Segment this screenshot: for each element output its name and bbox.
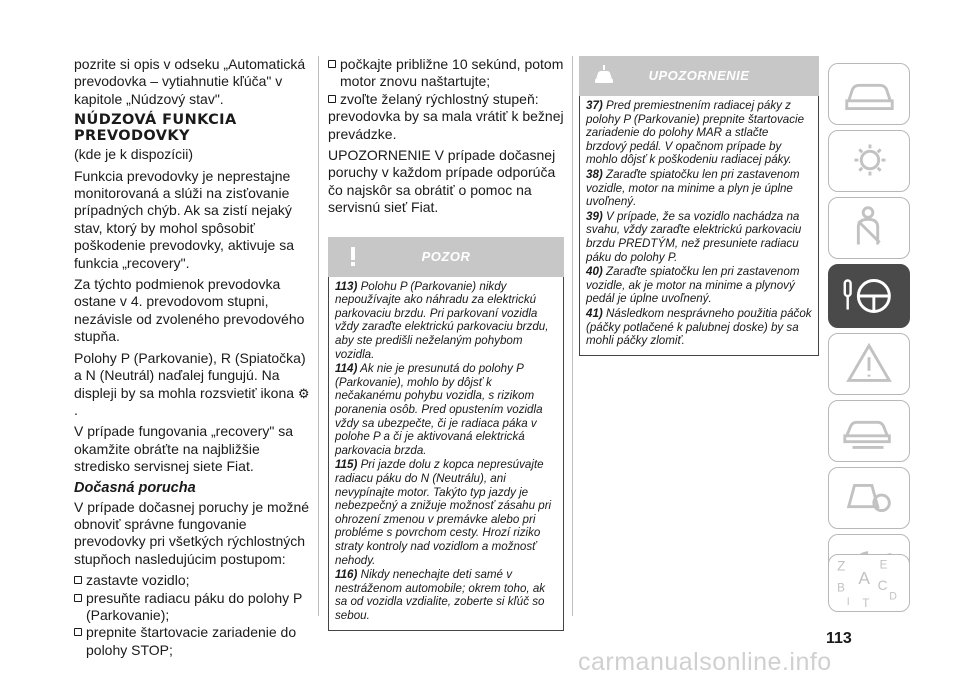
- column-1: [74, 56, 310, 659]
- page-number: 113: [826, 630, 852, 647]
- list-item: počkajte približne 10 sekúnd, potom motor znovu naštartujte;: [328, 56, 564, 91]
- note-text: Zaraďte spiatočku len pri zastavenom vozidle, ak je motor na minime a plynový pedál je úplne uvoľnený.: [586, 265, 800, 306]
- note-number: 39): [586, 209, 603, 223]
- column-divider: [318, 56, 319, 616]
- checkbox-bullet-icon: [74, 628, 82, 636]
- index-letter: B: [837, 582, 845, 595]
- section-subheading: (kde je k dispozícii): [74, 146, 194, 163]
- note-text: Pred premiestnením radiacej páky z polohy P (Parkovanie) prepnite štartovacie zariadenie do polohy MAR a stlačte brzdový pedál. V opačnom prípade by mohlo dôjsť k poškodeniu radiacej páky.: [586, 99, 805, 167]
- checkbox-bullet-icon: [74, 576, 82, 584]
- checkbox-bullet-icon: [328, 60, 336, 68]
- alphabetical-index-icon: [829, 555, 909, 611]
- note-number: 116): [335, 568, 358, 582]
- safety-note: [335, 362, 557, 457]
- safety-note: [586, 307, 812, 348]
- car-lift-wrench-icon: [829, 401, 909, 461]
- note-text: Následkom nesprávneho použitia páčok (páčky potlačené k palubnej doske) by sa mohli páčky zlomiť.: [586, 306, 812, 348]
- list-item: zvoľte želaný rýchlostný stupeň:: [328, 91, 564, 108]
- safety-note: [586, 265, 812, 306]
- seat-belt-person-icon: [829, 198, 909, 258]
- paragraph: prevodovka by sa mala vrátiť k bežnej prevádzke.: [328, 108, 564, 142]
- watermark: carmanualsonline.info: [578, 648, 832, 676]
- safety-note: [335, 458, 557, 567]
- caution-notes: [579, 96, 819, 356]
- note-number: 38): [586, 167, 603, 181]
- checkbox-bullet-icon: [328, 95, 336, 103]
- column-3: [579, 56, 819, 356]
- safety-note: [586, 168, 812, 209]
- safety-note: [335, 280, 557, 362]
- warning-notes: [328, 277, 564, 631]
- car-icon: [829, 64, 909, 124]
- tab-instrument-panel[interactable]: [828, 130, 910, 192]
- column-divider: [572, 56, 573, 616]
- note-text: Polohu P (Parkovanie) nikdy nepoužívajte ako náhradu za elektrickú parkovaciu brzdu. Pri parkovaní vozidla vždy zaraďte elektrickú parkovaciu brzdu, aby ste predišli neželaným pohybom vozidla.: [335, 279, 549, 361]
- column-2: [328, 56, 564, 631]
- subsection-heading: Dočasná porucha: [74, 479, 196, 496]
- note-number: 37): [586, 99, 603, 112]
- caution-banner: [579, 56, 819, 96]
- list-item: presuňte radiacu páku do polohy P (Parkovanie);: [74, 590, 310, 625]
- tab-safety[interactable]: [828, 197, 910, 259]
- car-tools-icon: [829, 468, 909, 528]
- paragraph: UPOZORNENIE V prípade dočasnej poruchy v každom prípade odporúča čo najskôr sa obrátiť o pomoc na servisnú sieť Fiat.: [328, 147, 556, 216]
- dashboard-lights-icon: [829, 131, 909, 191]
- tab-maintenance[interactable]: [828, 400, 910, 462]
- paragraph: V prípade fungovania „recovery" sa okamžite obráťte na najbližšie stredisko servisnej siete Fiat.: [74, 423, 293, 475]
- note-text: V prípade, že sa vozidlo nachádza na svahu, vždy zaraďte elektrickú parkovaciu brzdu PREDTÝM, než presuniete radiacu páku do polohy P.: [586, 209, 802, 264]
- safety-note: [586, 210, 812, 264]
- paragraph: Funkcia prevodovky je neprestajne monitorovaná a slúži na zisťovanie prípadných chýb. Ak sa zistí nejaký stav, ktorý by mohol spôsobiť poškodenie prevodovky, aktivuje sa funkcia „recovery".: [74, 167, 294, 271]
- gear-warning-icon: ⚙: [297, 385, 310, 401]
- warning-triangle-icon: [829, 334, 909, 394]
- note-text: Ak nie je presunutá do polohy P (Parkovanie), mohlo by dôjsť k nečakanému pohybu vozidla, s rizikom poranenia osôb. Pred opustením vozidla vždy sa ubezpečte, či je radiaca páka v polohe P a či je aktivovaná elektrická parkovacia brzda.: [335, 362, 543, 457]
- index-letter: D: [889, 590, 897, 603]
- index-letter: I: [846, 596, 850, 609]
- warning-banner: [328, 237, 564, 277]
- index-letter: E: [879, 559, 888, 572]
- warning-title: POZOR: [421, 248, 471, 264]
- note-text: Nikdy nenechajte deti samé v nestráženom automobile; okrem toho, ak sa od vozidla vzdialite, zoberte si kľúč so sebou.: [335, 568, 546, 622]
- index-letter: A: [858, 567, 870, 588]
- paragraph: Polohy P (Parkovanie), R (Spiatočka) a N (Neutrál) naďalej fungujú. Na displeji by sa mohla rozsvietiť ikona ⚙.: [74, 349, 310, 418]
- index-letter: C: [877, 577, 888, 593]
- safety-note: [335, 568, 557, 622]
- note-number: 41): [586, 306, 603, 320]
- section-heading: NÚDZOVÁ FUNKCIA PREVODOVKY: [74, 112, 237, 145]
- tab-starting-and-driving[interactable]: [828, 264, 910, 328]
- paragraph: Za týchto podmienok prevodovka ostane v 4. prevodovom stupni, nezávisle od zvoleného prevodového stupňa.: [74, 276, 305, 345]
- list-item: prepnite štartovacie zariadenie do polohy STOP;: [74, 624, 310, 659]
- intro-text: pozrite si opis v odseku „Automatická prevodovka – vytiahnutie kľúča" v kapitole „Núdzový stav".: [74, 56, 306, 107]
- paragraph: V prípade dočasnej poruchy je možné obnoviť správne fungovanie prevodovky pri všetkých rýchlostných stupňoch nasledujúcim postupom:: [74, 498, 310, 567]
- note-text: Zaraďte spiatočku len pri zastavenom vozidle, motor na minime a plyn je úplne uvoľnený.: [586, 167, 800, 209]
- list-item: zastavte vozidlo;: [74, 572, 310, 589]
- note-number: 40): [586, 265, 603, 279]
- tab-emergency[interactable]: [828, 333, 910, 395]
- steering-wheel-key-icon: [829, 265, 909, 327]
- checkbox-bullet-icon: [74, 594, 82, 602]
- index-letter: T: [862, 598, 870, 611]
- safety-note: [586, 99, 812, 167]
- index-letter: Z: [837, 558, 846, 574]
- note-number: 113): [335, 279, 358, 293]
- note-text: Pri jazde dolu z kopca nepresúvajte radiacu páku do N (Neutrálu), ani nevypínajte motor. Takýto typ jazdy je nebezpečný a znižuje možnosť zásahu pri ohrození zmenou v premávke alebo pri probléme s povrchom cesty. Hrozí riziko straty kontroly nad vozidlom a možnosť nehody.: [335, 458, 552, 567]
- note-number: 114): [335, 362, 358, 376]
- note-number: 115): [335, 458, 358, 472]
- tab-index[interactable]: [828, 554, 910, 612]
- tab-technical-data[interactable]: [828, 467, 910, 529]
- tab-car-knowledge[interactable]: [828, 63, 910, 125]
- caution-title: UPOZORNENIE: [648, 68, 750, 83]
